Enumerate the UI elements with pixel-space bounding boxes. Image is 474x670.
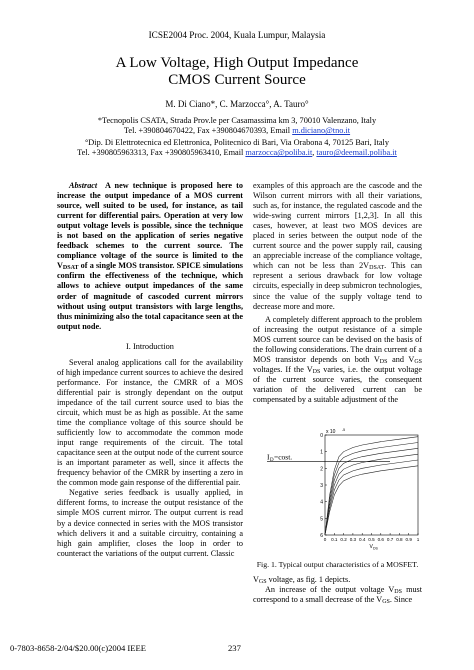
output-characteristics-chart [253,427,422,551]
y-tick-label: 3 [320,483,323,489]
authors: M. Di Ciano*, C. Marzocca°, A. Tauro° [165,99,309,109]
x-tick-label: 0.2 [340,537,347,542]
aff2-line-1: °Dip. Di Elettrotecnica ed Elettronica, Politecnico di Bari, Via Orabona 4, 70125 Bari, Italy [84,138,390,147]
title-line-1: A Low Voltage, High Output Impedance [115,55,359,71]
series-curve-6 [325,466,418,535]
page-number: 237 [228,643,241,653]
y-tick-label: 4 [320,499,323,506]
running-header: ICSE2004 Proc. 2004, Kuala Lumpur, Malaysia [148,30,326,40]
right-column-continued [253,575,422,605]
y-multiplier-label: x 10 [326,429,336,435]
right-p2-b: and V [387,354,415,364]
id-label: I [267,452,270,462]
figure-1 [253,427,422,551]
aff2-line-2 [0,148,474,158]
series-curve-5 [325,460,418,535]
right-p3-sub2: GS [382,599,390,606]
aff1-line-1: *Tecnopolis CSATA, Strada Prov.le per Casamassima km 3, 70010 Valenzano, Italy [97,116,377,125]
x-tick-label: 1 [416,537,420,542]
right-p3-a: An increase of the output voltage V [265,585,395,595]
abstract-text: A new technique is proposed here to increase the output impedance of a MOS current source, well suited to be used, for instance, as tail current for differential pairs. Operation at very low output voltage levels is possible, since the technique is not based on the application of series negative feedback schemes to the current source. The compliance voltage of the source is limited to the V [57,181,243,271]
intro-paragraph-1: Several analog applications call for the availability of high impedance current sources to achieve the desired performance. For instance, the CMRR of a MOS differential pair is strongly dependant on the output impedance of the tail current source used to bias the circuit, which must be as high as possible. At the same time the compliance voltage of this source should be sufficiently low to accommodate the common mode input range requirements of the circuit. The total capacitance seen at the output node of the current source is an important parameter as well, since it affects the frequency behavior of the CMRR by inserting a zero in the common mode gain response of the differential pair. [57,357,243,488]
x-axis-label: V [369,544,373,550]
right-p3-c: . Since [389,595,413,605]
abstract [57,181,243,332]
right-paragraph-1 [253,181,422,312]
y-tick-label: 0 [320,433,323,439]
x-tick-label: 0.4 [359,537,366,542]
right-p2-d: varies, i.e. the output voltage of the current source varies, the consequent variation of the delivered current can be compensated by a suitable adjustment of the [253,364,422,404]
intro-paragraph-2: Negative series feedback is usually applied, in different forms, to increase the output resistance of the simple MOS current mirror. The output current is read by a device connected in series with the MOS transistor which delivers it and a suitable circuitry, containing a high gain amplifier, closes the loop in order to counteract the variations of the output current. Classic [57,488,243,558]
cost-label: =cost. [274,452,293,462]
right-p3-sub1: DS [394,589,402,596]
abstract-label: Abstract [69,181,98,190]
right-p2-c: voltages. If the V [253,364,313,374]
x-tick-label: 0.3 [349,537,357,542]
x-tick-label: 0.6 [377,537,384,542]
aff2-contact: Tel. +390805963313, Fax +390805963410, Email [77,148,246,158]
aff1-email-link[interactable]: m.diciano@tno.it [292,126,351,136]
x-axis-label-sub: DS [373,546,378,551]
x-tick-label: 0 [323,537,327,542]
x-tick-label: 0.9 [405,537,412,542]
title-line-2: CMOS Current Source [168,72,306,88]
abstract-text-2: of a single MOS transistor. SPICE simulations confirm the effectiveness of the technique, which allows to achieve output impedances of the same order of magnitude of cascoded current mirrors without using output transistors with large lengths, thus minimizing also the total capacitance seen at the output node. [57,261,243,331]
right-paragraph-3 [253,585,422,605]
right-p1-a: examples of this approach are the cascode and the Wilson current mirrors with all their variations, such as, for instance, the regulated cascode and the wide-swing current mirrors [1,2,3]. In all this cases, however, at least two MOS devices are placed in series between the output node of the current source and the power supply rail, causing an appreciable increase of the compliance voltage, which can not be less than 2V [253,181,422,271]
aff2-email-link-2[interactable]: tauro@deemail.poliba.it [316,148,397,158]
right-p2-a: A completely different approach to the problem of increasing the output resistance of a simple MOS current source can be devised on the basis of the following considerations. The drain current of a MOS transistor depends on both V [253,314,422,364]
paper-title [0,55,474,89]
id-label-sub: D [270,458,274,464]
right-p2-sub3: DS [312,368,321,375]
y-tick-label: 1 [320,449,323,456]
right-p2-sub1: DS [379,358,388,365]
x-tick-label: 0.8 [396,537,403,542]
right-p1-b: . This can represent a serious drawback for low voltage circuits, especially in deep submicron technologies, since the value of the supply voltage tend to decrease more and more. [253,261,422,311]
right-after-figure [253,575,422,585]
aff2-sep: , [312,148,317,158]
right-p3-b: must correspond to a small decrease of the V [253,585,422,605]
affiliation-2 [0,138,474,159]
aff2-email-link-1[interactable]: marzocca@poliba.it [245,148,313,158]
x-tick-label: 0.5 [368,537,375,542]
right-after-b: voltage, as fig. 1 depicts. [266,575,351,584]
x-tick-label: 0.1 [331,537,338,542]
footer-copyright: 0-7803-8658-2/04/$20.00(c)2004 IEEE [10,643,147,653]
aff1-line-2 [0,126,474,136]
right-column [253,181,422,405]
section-heading-introduction: I. Introduction [126,341,174,351]
right-p2-sub2: GS [414,358,422,365]
abstract-sub: DSAT [62,265,79,272]
y-multiplier-exponent: -5 [342,428,346,432]
right-after-sub: GS [258,579,267,585]
y-tick-label: 2 [320,466,323,473]
right-p1-sub: DSAT [369,265,385,272]
series-curve-4 [325,454,418,535]
y-tick-label: 6 [320,533,323,539]
y-tick-label: 5 [320,516,323,523]
aff1-contact: Tel. +390804670422, Fax +390804670393, Email [123,126,293,136]
right-after-a: V [253,575,259,584]
left-column [57,181,243,559]
x-tick-label: 0.7 [386,537,394,542]
figure-caption: Fig. 1. Typical output characteristics of a MOSFET. [256,560,419,569]
affiliation-1 [0,116,474,137]
right-paragraph-2 [253,315,422,405]
